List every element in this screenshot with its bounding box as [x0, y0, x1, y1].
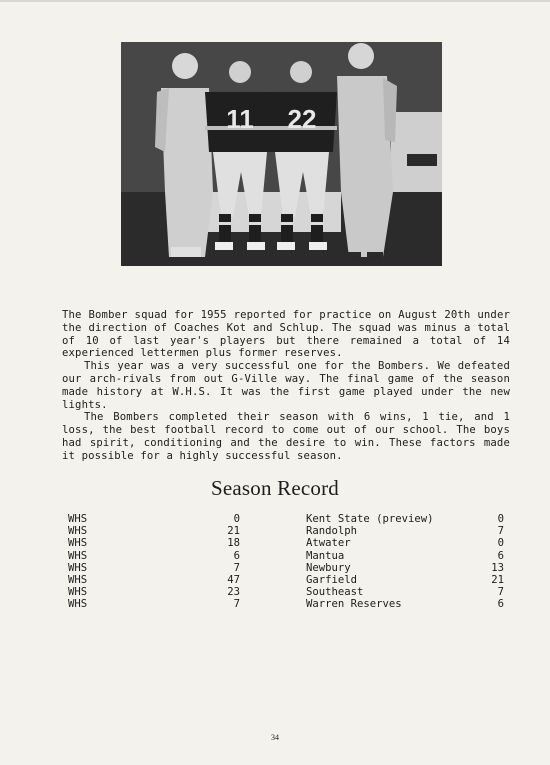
- table-row: [68, 562, 504, 574]
- team-photo-illustration: [121, 42, 442, 266]
- paragraph-1: The Bomber squad for 1955 reported for practice on August 20th under the direction of Coaches Kot and Schlup. The squad was minus a total of 10 of last year's players but there remained a total of 14 experienced lettermen plus former reserves.: [62, 309, 510, 360]
- paragraph-2: This year was a very successful one for the Bombers. We defeated our arch-rivals from out G-Ville way. The final game of the season made history at W.H.S. It was the first game played under the new lights.: [62, 360, 510, 411]
- table-row: [68, 513, 504, 525]
- team-score: 7: [233, 598, 240, 611]
- season-record-title: Season Record: [211, 476, 339, 500]
- page-number: 34: [271, 733, 279, 742]
- team-photo: [121, 42, 442, 266]
- paragraph-3: The Bombers completed their season with 6 wins, 1 tie, and 1 loss, the best football record to come out of our school. The boys had spirit, conditioning and the desire to win. These factors made it possible for a highly successful season.: [62, 411, 510, 462]
- opponent-score: 6: [497, 549, 504, 562]
- opponent-score: 7: [497, 586, 504, 599]
- jersey-number-left: 11: [226, 104, 254, 134]
- team-name: WHS: [68, 561, 88, 574]
- team-name: WHS: [68, 525, 88, 538]
- opponent-name: Garfield: [306, 573, 358, 586]
- team-score: 21: [227, 525, 240, 538]
- page-top-edge: [0, 0, 550, 2]
- opponent-name: Warren Reserves: [306, 598, 402, 611]
- team-name: WHS: [68, 537, 88, 550]
- table-row: [68, 598, 504, 610]
- opponent-score: 7: [497, 525, 504, 538]
- table-row: [68, 537, 504, 549]
- team-score: 7: [233, 561, 240, 574]
- opponent-name: Randolph: [306, 525, 358, 538]
- opponent-score: 21: [491, 573, 504, 586]
- opponent-name: Kent State (preview): [306, 513, 434, 525]
- team-score: 6: [233, 549, 240, 562]
- opponent-score: 0: [497, 513, 504, 525]
- team-name: WHS: [68, 513, 88, 525]
- opponent-score: 6: [497, 598, 504, 611]
- team-score: 23: [227, 586, 240, 599]
- opponent-name: Mantua: [306, 549, 345, 562]
- table-row: [68, 574, 504, 586]
- table-row: [68, 525, 504, 537]
- article-text: [62, 309, 510, 463]
- team-score: 0: [233, 513, 240, 525]
- opponent-name: Atwater: [306, 537, 351, 550]
- season-record-table: [68, 513, 504, 611]
- table-row: [68, 550, 504, 562]
- team-name: WHS: [68, 598, 88, 611]
- team-score: 47: [227, 573, 240, 586]
- team-name: WHS: [68, 586, 88, 599]
- opponent-name: Southeast: [306, 586, 364, 599]
- table-row: [68, 586, 504, 598]
- opponent-score: 0: [497, 537, 504, 550]
- opponent-name: Newbury: [306, 561, 351, 574]
- team-name: WHS: [68, 549, 88, 562]
- team-name: WHS: [68, 573, 88, 586]
- opponent-score: 13: [491, 561, 504, 574]
- jersey-number-right: 22: [287, 104, 317, 134]
- team-score: 18: [227, 537, 240, 550]
